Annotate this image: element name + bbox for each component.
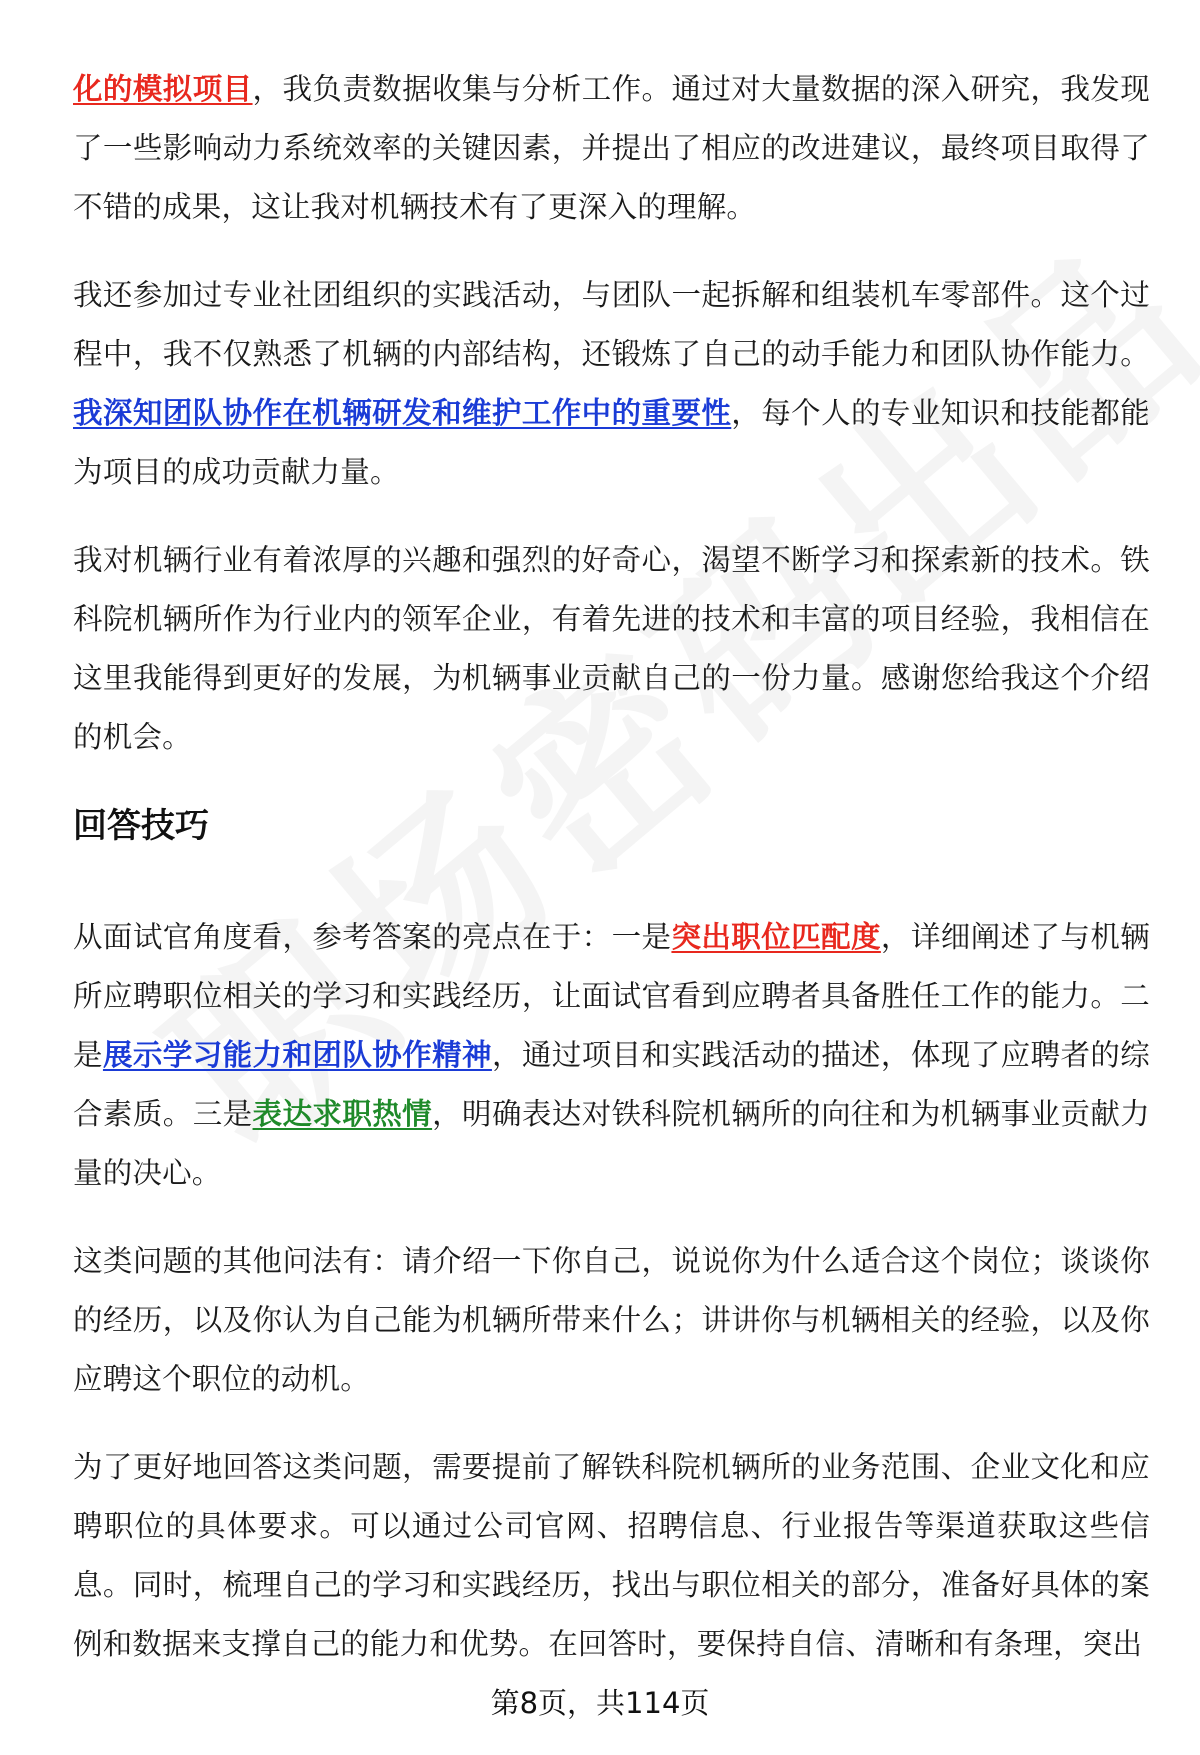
page-number-footer: 第8页，共114页 xyxy=(490,1686,710,1720)
text-segment: ，每个人的专业知识和技能都能为项目的成功贡献力量。 xyxy=(73,396,1150,489)
text-segment: ，通过项目和实践活动的描述，体现了应聘者的综合素质。三是 xyxy=(73,1038,1151,1131)
highlight-red: 突出职位匹配度 xyxy=(671,920,881,954)
paragraph xyxy=(73,1438,1150,1674)
text-segment: ，详细阐述了与机辆所应聘职位相关的学习和实践经历，让面试官看到应聘者具备胜任工作的能力。二是 xyxy=(73,920,1150,1072)
paragraph xyxy=(73,266,1150,502)
body-text-tips xyxy=(73,908,1150,1674)
text-segment: ，我负责数据收集与分析工作。通过对大量数据的深入研究，我发现了一些影响动力系统效率的关键因素，并提出了相应的改进建议，最终项目取得了不错的成果，这让我对机辆技术有了更深入的理解。 xyxy=(73,72,1150,224)
text-segment: 我还参加过专业社团组织的实践活动，与团队一起拆解和组装机车零部件。这个过程中，我不仅熟悉了机辆的内部结构，还锻炼了自己的动手能力和团队协作能力。 xyxy=(73,278,1150,371)
text-segment: 为了更好地回答这类问题，需要提前了解铁科院机辆所的业务范围、企业文化和应聘职位的具体要求。可以通过公司官网、招聘信息、行业报告等渠道获取这些信息。同时，梳理自己的学习和实践经历，找出与职位相关的部分，准备好具体的案例和数据来支撑自己的能力和优势。在回答时，要保持自信、清晰和有条理，突出 xyxy=(73,1450,1150,1661)
body-text-top xyxy=(73,60,1150,767)
section-heading: 回答技巧 xyxy=(73,806,209,846)
text-segment: 我对机辆行业有着浓厚的兴趣和强烈的好奇心，渴望不断学习和探索新的技术。铁科院机辆所作为行业内的领军企业，有着先进的技术和丰富的项目经验，我相信在这里我能得到更好的发展，为机辆事业贡献自己的一份力量。感谢您给我这个介绍的机会。 xyxy=(73,543,1150,754)
highlight-red: 化的模拟项目 xyxy=(73,72,253,106)
highlight-blue: 展示学习能力和团队协作精神 xyxy=(102,1038,492,1072)
text-segment: 这类问题的其他问法有：请介绍一下你自己，说说你为什么适合这个岗位；谈谈你的经历，以及你认为自己能为机辆所带来什么；讲讲你与机辆相关的经验，以及你应聘这个职位的动机。 xyxy=(73,1244,1150,1396)
highlight-green: 表达求职热情 xyxy=(252,1097,433,1131)
paragraph xyxy=(73,1232,1150,1409)
text-segment: 从面试官角度看，参考答案的亮点在于：一是 xyxy=(73,920,672,954)
highlight-blue: 我深知团队协作在机辆研发和维护工作中的重要性 xyxy=(73,396,732,430)
text-segment: ，明确表达对铁科院机辆所的向往和为机辆事业贡献力量的决心。 xyxy=(73,1097,1151,1190)
paragraph xyxy=(73,908,1150,1203)
paragraph xyxy=(73,531,1150,767)
paragraph xyxy=(73,60,1150,237)
document-page xyxy=(73,60,1150,1703)
